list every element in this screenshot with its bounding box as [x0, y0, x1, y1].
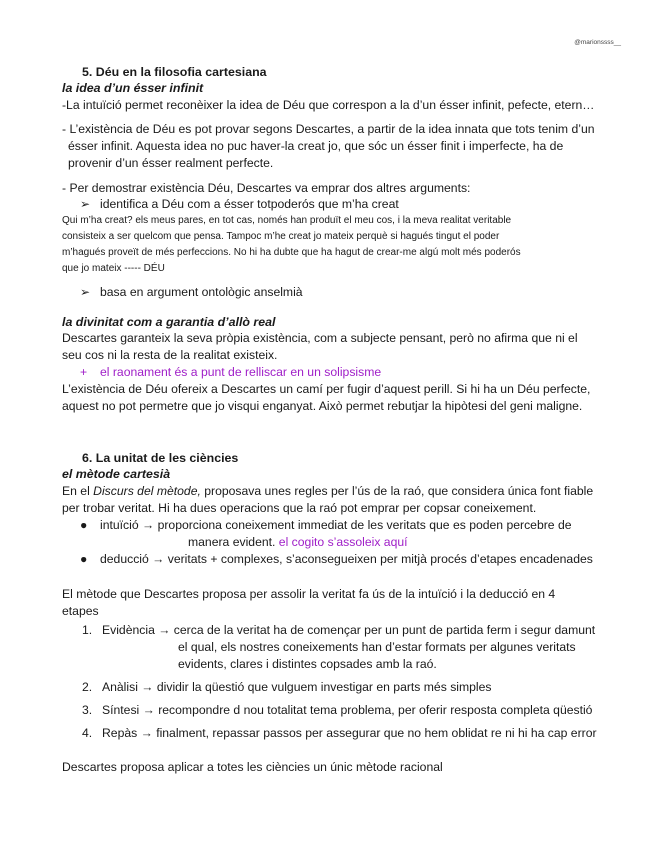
step-1-continuation-1: el qual, els nostres coneixements han d’estar formats per algunes veritats: [178, 640, 576, 654]
bullet-icon: ●: [80, 552, 88, 566]
discourse-text-a: En el: [62, 484, 94, 498]
paragraph-intuition: -La intuïció permet reconèixer la idea de Déu que correspon a la d’un ésser infinit, pefecte, etern…: [62, 98, 595, 112]
quote-line-4: que jo mateix ----- DÉU: [62, 263, 165, 274]
bullet-intuition: [80, 517, 646, 534]
step-3: [82, 702, 648, 719]
paragraph-discourse-line-1: [62, 483, 628, 500]
step-2-number: 2.: [82, 680, 93, 694]
closing-statement: Descartes proposa aplicar a totes les ciències un únic mètode racional: [62, 760, 443, 774]
bullet-intuition-text-2: manera evident.: [188, 535, 276, 549]
section-5-subheading-1: la idea d’un ésser infinit: [62, 81, 204, 95]
arrow-bullet-icon: ➢: [80, 285, 91, 299]
bullet-deduction: [80, 551, 646, 568]
paragraph-god-line-2: aquest no pot permetre que jo visqui enganyat. Això permet rebutjar la hipòtesi del geni maligne.: [62, 399, 583, 413]
paragraph-guarantee-line-1: Descartes garanteix la seva pròpia existència, com a subjecte pensant, però no afirma que ni el: [62, 331, 578, 345]
step-4: [82, 725, 648, 742]
paragraph-guarantee-line-2: seu cos ni la resta de la realitat existeix.: [62, 348, 278, 362]
bullet-deduction-text: deducció → veritats + complexes, s’aconsegueixen per mitjà procés d’etapes encadenades: [100, 552, 593, 566]
step-1-text: Evidència → cerca de la veritat ha de començar per un punt de partida ferm i segur damunt: [102, 623, 596, 637]
step-3-text: Síntesi → recompondre d nou totalitat tema problema, per oferir resposta completa qüestió: [102, 703, 593, 717]
plus-bullet-icon: +: [80, 365, 88, 379]
step-4-text: Repàs → finalment, repassar passos per assegurar que no hem oblidat re ni hi ha cap error: [102, 726, 597, 740]
section-6-heading: 6. La unitat de les ciències: [82, 451, 239, 465]
discourse-title: Discurs del mètode,: [93, 484, 201, 498]
paragraph-existence-line-2: ésser infinit. Aquesta idea no puc haver-la creat jo, que sóc un ésser finit i imperfecte, ha de: [68, 139, 564, 153]
bullet-icon: ●: [80, 518, 88, 532]
argument-item-1: [80, 196, 646, 213]
quote-line-1: Qui m’ha creat? els meus pares, en tot cas, només han produït el meu cos, i la meva realitat veritable: [62, 215, 512, 226]
paragraph-arguments: - Per demostrar existència Déu, Descartes va emprar dos altres arguments:: [62, 181, 471, 195]
paragraph-existence-line-1: - L’existència de Déu es pot provar segons Descartes, a partir de la idea innata que tots tenim d’un: [62, 122, 595, 136]
quote-line-2: consisteix a ser quelcom que pensa. Tampoc m’he creat jo mateix perquè si hagués tingut el poder: [62, 231, 500, 242]
step-2: [82, 679, 648, 696]
paragraph-discourse-line-2: per trobar veritat. Hi ha dues operacions que la raó pot emprar per copsar coneixement.: [62, 501, 537, 515]
step-1-continuation-2: evidents, clares i distintes copsades amb la raó.: [178, 657, 437, 671]
step-1: [82, 622, 648, 639]
quote-line-3: m’hagués proveït de més perfeccions. No hi ha dubte que ha hagut de crear-me algú molt més poderós: [62, 247, 521, 258]
step-4-number: 4.: [82, 726, 93, 740]
paragraph-method-line-1: El mètode que Descartes proposa per assolir la veritat fa ús de la intuïció i la deducció en 4: [62, 587, 556, 601]
author-handle: @marionssss__: [574, 39, 621, 46]
paragraph-method-line-2: etapes: [62, 604, 99, 618]
argument-1-text: identifica a Déu com a ésser totpoderós que m’ha creat: [100, 197, 399, 211]
step-2-text: Anàlisi → dividir la qüestió que vulguem investigar en parts més simples: [102, 680, 492, 694]
section-6-subheading: el mètode cartesià: [62, 467, 171, 481]
section-5-heading: 5. Déu en la filosofia cartesiana: [82, 65, 267, 79]
bullet-intuition-text: intuïció → proporciona coneixement immediat de les veritats que es poden percebre de: [100, 518, 572, 532]
argument-2-text: basa en argument ontològic anselmià: [100, 285, 303, 299]
step-1-number: 1.: [82, 623, 93, 637]
arrow-bullet-icon: ➢: [80, 197, 91, 211]
section-5-subheading-2: la divinitat com a garantia d’allò real: [62, 315, 276, 329]
solipsism-note: [80, 364, 646, 381]
bullet-intuition-continuation: [188, 534, 655, 551]
cogito-note: el cogito s’assoleix aquí: [278, 535, 408, 549]
solipsism-note-text: el raonament és a punt de relliscar en un solipsisme: [100, 365, 382, 379]
paragraph-existence-line-3: provenir d’un ésser realment perfecte.: [68, 156, 274, 170]
step-3-number: 3.: [82, 703, 93, 717]
paragraph-god-line-1: L’existència de Déu ofereix a Descartes un camí per fugir d’aquest perill. Si hi ha un Déu perfecte,: [62, 382, 591, 396]
discourse-text-b: proposava unes regles per l’ús de la raó, que considera única font fiable: [200, 484, 594, 498]
argument-item-2: [80, 284, 646, 301]
